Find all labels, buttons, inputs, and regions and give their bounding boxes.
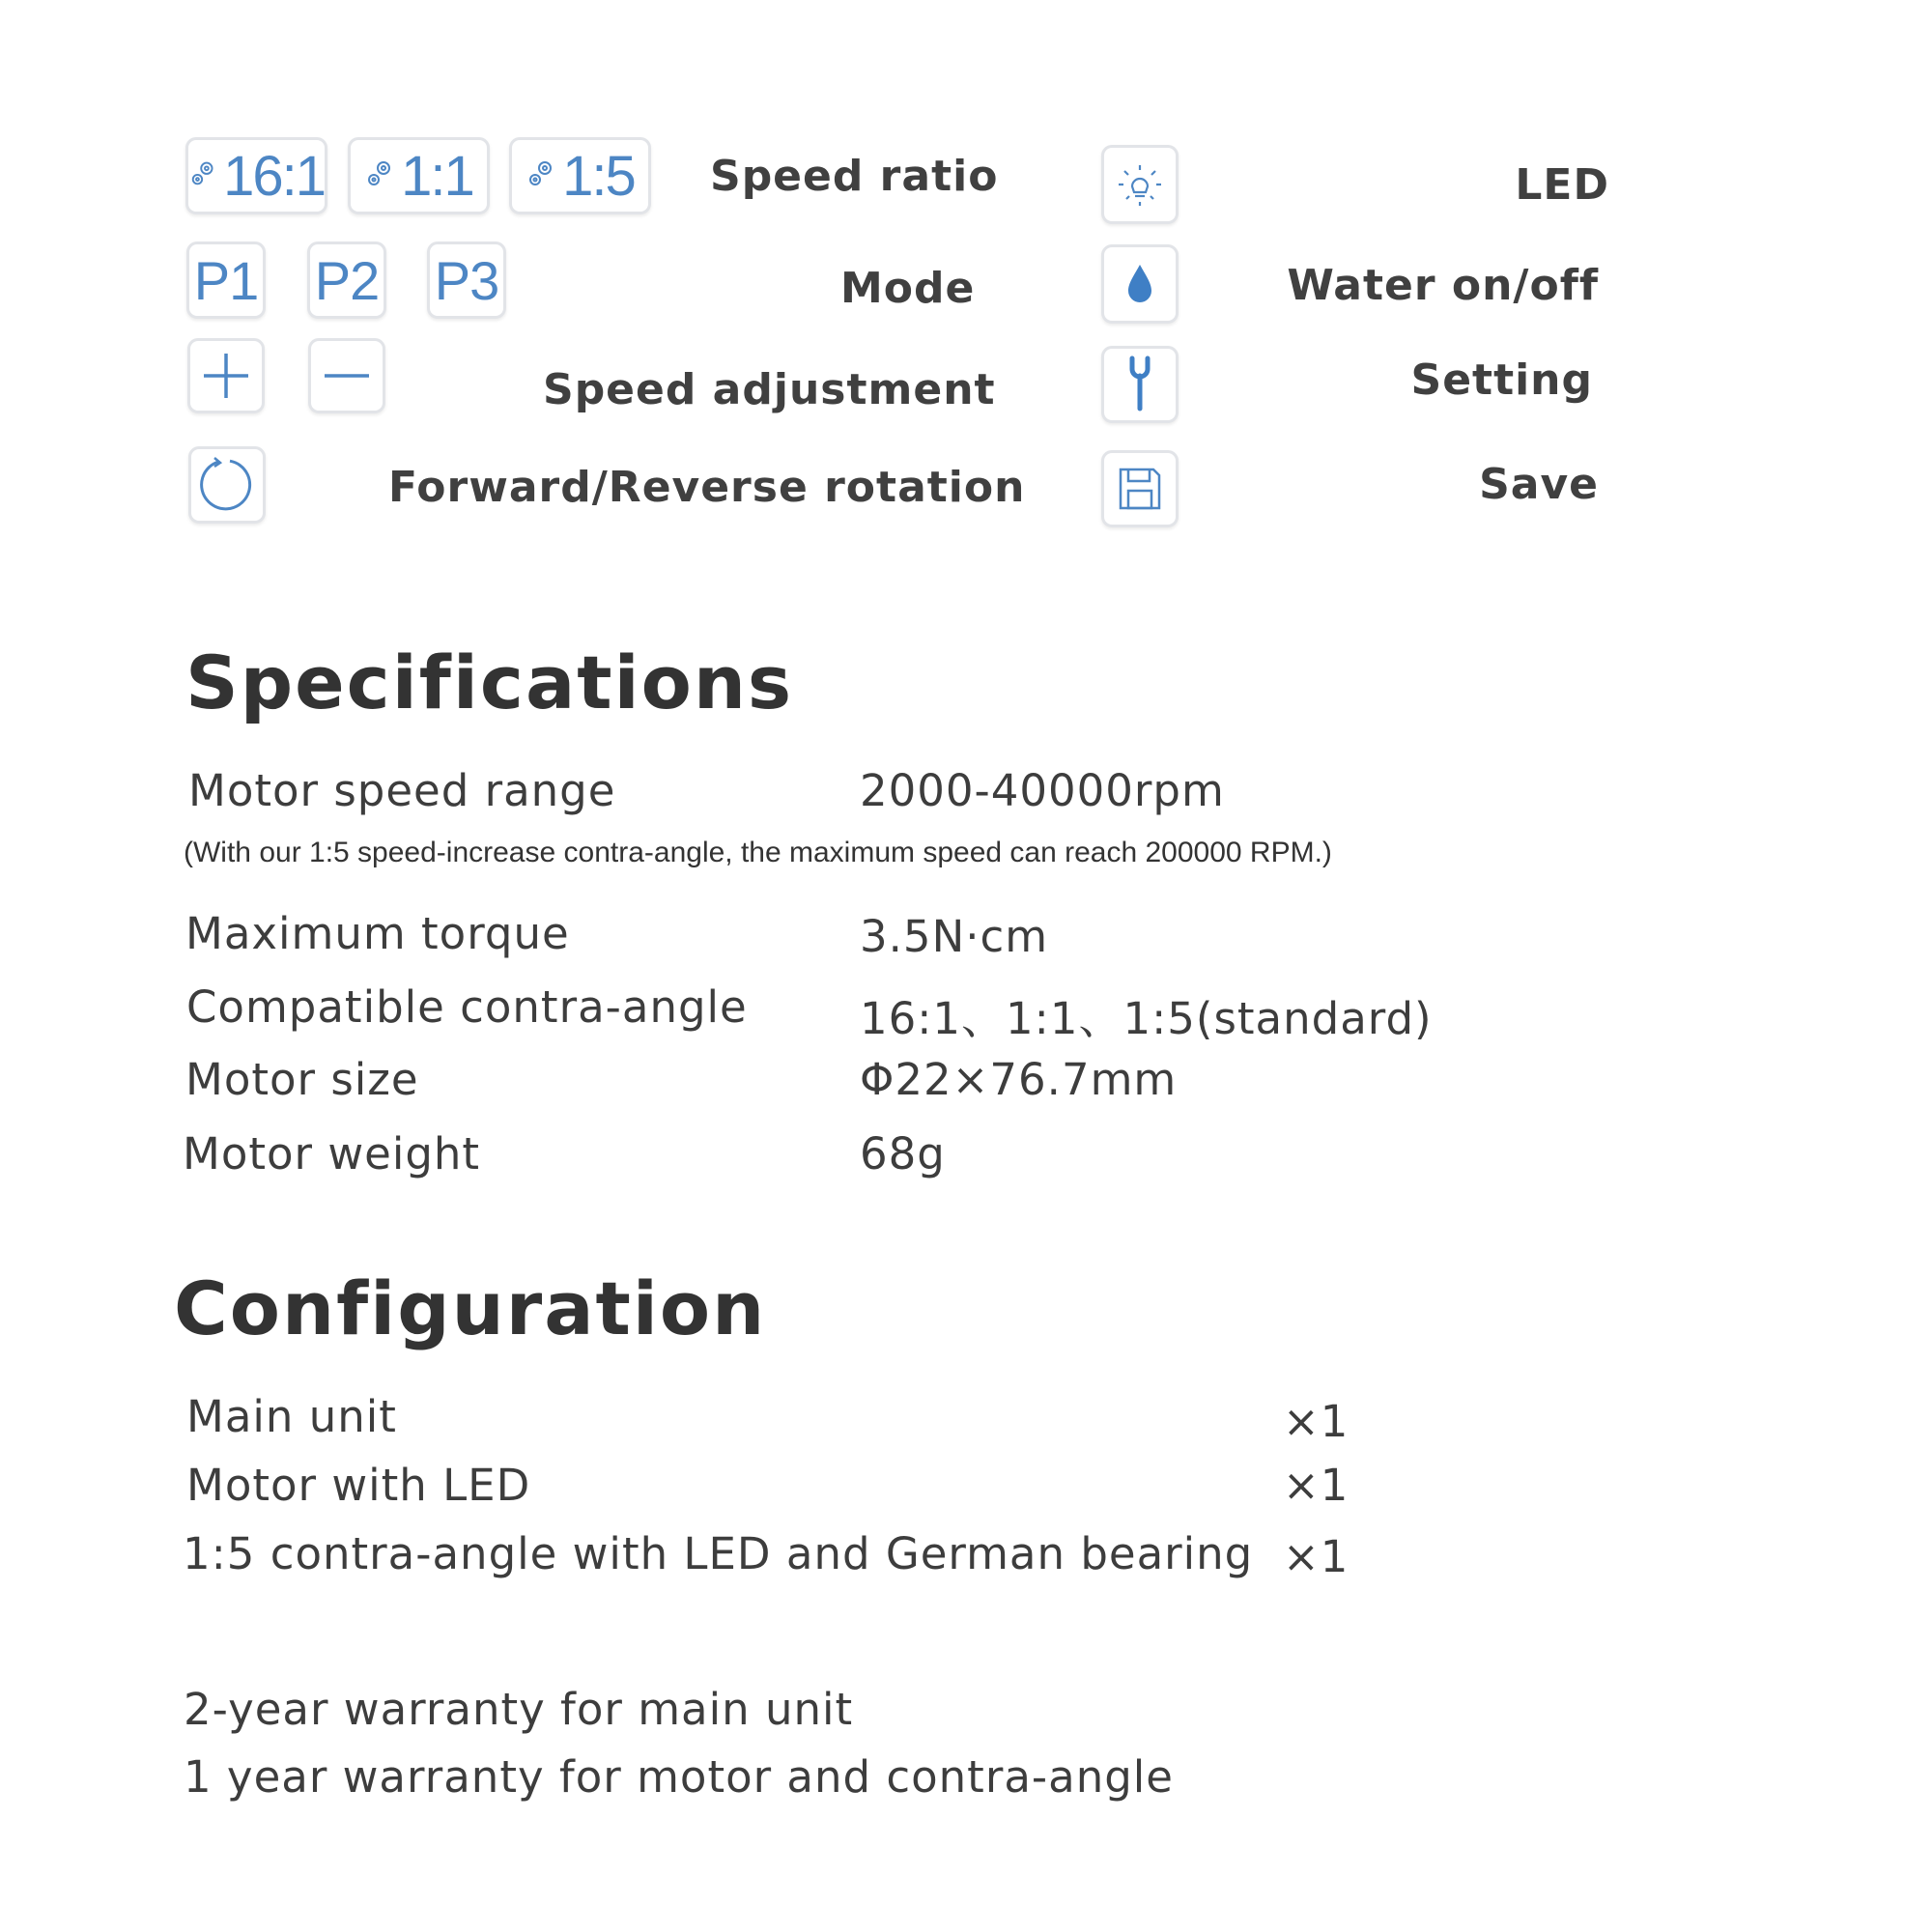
speed-down-key[interactable] [308,338,385,413]
spec-value: 3.5N·cm [860,911,1049,962]
config-qty: ×1 [1283,1396,1350,1447]
floppy-disk-icon [1115,464,1165,514]
water-drop-icon [1118,259,1162,309]
speed-adjustment-label: Speed adjustment [543,365,996,414]
mode-label: Mode [840,264,976,313]
spec-note: (With our 1:5 speed-increase contra-angle, the maximum speed can reach 200000 RPM.) [184,837,1332,868]
water-key[interactable] [1101,244,1179,324]
config-qty: ×1 [1283,1460,1350,1511]
ratio-key-1-1[interactable] [348,137,490,214]
ratio-key-16-1[interactable] [185,137,327,214]
mode-key-label: P2 [314,249,380,311]
gear-icon [364,156,397,189]
spec-value: 68g [860,1128,946,1179]
water-label: Water on/off [1287,261,1599,310]
setting-label: Setting [1410,355,1593,405]
wrench-icon [1118,355,1162,414]
rotation-circle-icon [197,455,257,515]
spec-label: Maximum torque [185,908,570,959]
warranty-line: 2-year warranty for main unit [184,1684,854,1735]
spec-label: Motor size [185,1054,419,1105]
mode-key-p3[interactable] [427,242,506,319]
gear-icon [188,156,219,189]
spec-value: 16:1、1:1、1:5(standard) [860,993,1433,1044]
gear-icon [526,156,558,189]
mode-key-p2[interactable] [307,242,386,319]
plus-icon [200,350,252,402]
spec-label: Motor weight [183,1128,481,1179]
speed-up-key[interactable] [187,338,265,413]
spec-label: Motor speed range [188,765,616,816]
setting-key[interactable] [1101,346,1179,423]
spec-value: Φ22×76.7mm [860,1054,1178,1105]
save-label: Save [1479,460,1599,509]
spec-label: Compatible contra-angle [186,981,748,1033]
rotation-key[interactable] [188,446,266,524]
minus-icon [321,350,373,402]
save-key[interactable] [1101,450,1179,527]
mode-key-p1[interactable] [186,242,266,319]
warranty-line: 1 year warranty for motor and contra-angle [184,1751,1174,1803]
specifications-heading: Specifications [185,639,794,725]
speed-ratio-label: Speed ratio [710,152,999,201]
spec-value: 2000-40000rpm [860,765,1225,816]
ratio-key-label: 1:5 [562,144,635,208]
mode-key-label: P1 [193,249,259,311]
led-key[interactable] [1101,145,1179,224]
ratio-key-label: 16:1 [223,144,325,208]
config-item: Main unit [186,1391,397,1442]
config-item: Motor with LED [186,1460,531,1511]
configuration-heading: Configuration [174,1265,767,1351]
rotation-label: Forward/Reverse rotation [388,463,1026,512]
config-qty: ×1 [1283,1531,1350,1582]
config-item: 1:5 contra-angle with LED and German bearing [183,1528,1254,1579]
ratio-key-label: 1:1 [401,144,473,208]
sun-icon [1115,159,1165,210]
led-label: LED [1515,160,1609,210]
mode-key-label: P3 [434,249,499,311]
ratio-key-1-5[interactable] [509,137,651,214]
